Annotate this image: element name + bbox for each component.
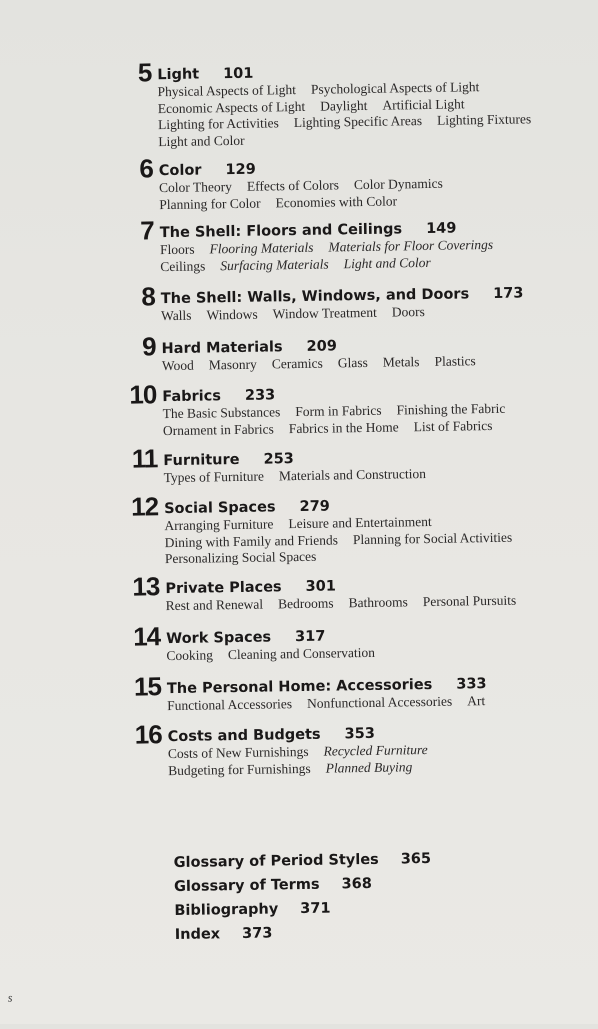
chapter-heading — [159, 161, 256, 181]
chapter-title: The Shell: Walls, Windows, and Doors — [160, 286, 470, 308]
subtopic: Ceramics — [271, 355, 323, 372]
back-matter-entry — [174, 850, 432, 872]
subtopic: Effects of Colors — [246, 177, 340, 194]
subtopic: Nonfunctional Accessories — [306, 693, 453, 711]
subtopic: Color Theory — [158, 179, 233, 196]
subtopic: Budgeting for Furnishings — [168, 760, 311, 778]
chapter-title: The Personal Home: Accessories — [166, 676, 433, 698]
subtopic: Ornament in Fabrics — [162, 420, 274, 438]
chapter-subtopics — [166, 645, 390, 665]
chapter-number: 14 — [132, 621, 161, 652]
subtopic: Leisure and Entertainment — [288, 513, 432, 532]
chapter-subtopics — [159, 175, 458, 213]
chapter-entry — [0, 373, 596, 438]
chapter-entry — [3, 665, 598, 714]
subtopic: Floors — [159, 241, 195, 258]
chapter-subtopics — [157, 78, 546, 150]
subtopic-line — [161, 304, 440, 325]
subtopic: Windows — [206, 306, 258, 323]
chapter-subtopics — [163, 401, 521, 440]
back-matter-entry — [174, 900, 330, 920]
subtopic: Flooring Materials — [209, 239, 314, 257]
subtopic: Surfacing Materials — [220, 256, 329, 273]
back-matter-page-number: 365 — [400, 850, 432, 868]
back-matter-title: Glossary of Terms — [173, 876, 320, 896]
chapter-entry — [0, 485, 598, 567]
chapter-page-number: 129 — [225, 161, 256, 179]
page-corner-text: s — [7, 990, 13, 1005]
chapter-subtopics — [164, 512, 527, 567]
subtopic: Economic Aspects of Light — [157, 98, 306, 116]
subtopic-line — [166, 645, 390, 665]
chapter-heading — [163, 450, 294, 470]
subtopic: Materials and Construction — [278, 466, 426, 484]
subtopic: Physical Aspects of Light — [157, 82, 297, 100]
chapter-title: Fabrics — [162, 388, 222, 406]
chapter-entry — [0, 147, 592, 212]
subtopic: Light and Color — [343, 254, 431, 271]
chapter-number: 11 — [131, 443, 158, 474]
subtopic: Finishing the Fabric — [396, 400, 506, 418]
chapter-page-number: 279 — [299, 498, 330, 516]
back-matter-page-number: 371 — [300, 900, 331, 918]
chapter-title: The Shell: Floors and Ceilings — [159, 221, 403, 242]
subtopic: Form in Fabrics — [295, 402, 382, 420]
chapter-entry — [0, 275, 595, 324]
chapter-number: 15 — [133, 671, 162, 702]
chapter-subtopics — [161, 304, 440, 325]
subtopic: Types of Furniture — [163, 468, 265, 486]
chapter-page-number: 253 — [263, 451, 294, 468]
subtopic: Masonry — [208, 356, 257, 373]
chapter-heading — [157, 65, 253, 85]
back-matter-title: Bibliography — [174, 901, 279, 920]
chapter-heading — [162, 386, 275, 406]
chapter-page-number: 209 — [306, 338, 337, 355]
chapter-number: 9 — [141, 331, 156, 362]
subtopic: Functional Accessories — [167, 696, 293, 714]
chapter-title: Social Spaces — [164, 499, 276, 518]
chapter-title: Furniture — [163, 451, 240, 470]
subtopic: Planning for Color — [159, 195, 261, 212]
chapter-number: 13 — [132, 571, 160, 602]
chapter-number: 10 — [129, 379, 157, 410]
chapter-subtopics — [164, 466, 442, 487]
chapter-page-number: 149 — [426, 220, 457, 237]
chapter-page-number: 301 — [305, 578, 337, 595]
chapter-entry — [0, 325, 595, 374]
subtopic: The Basic Substances — [162, 404, 281, 422]
subtopic: Plastics — [434, 353, 476, 369]
chapter-number: 16 — [134, 719, 162, 750]
chapter-title: Light — [157, 66, 200, 84]
subtopic: Color Dynamics — [353, 175, 443, 193]
chapter-page-number: 101 — [223, 65, 254, 83]
subtopic: Bedrooms — [277, 595, 334, 612]
subtopic: Planned Buying — [325, 758, 413, 776]
chapter-entry — [0, 51, 591, 149]
subtopic: Window Treatment — [272, 304, 377, 322]
subtopic: Ceilings — [160, 257, 206, 274]
chapter-subtopics — [160, 237, 508, 275]
back-matter-page-number: 373 — [241, 925, 273, 942]
chapter-page-number: 317 — [294, 628, 326, 646]
subtopic: Bathrooms — [348, 594, 408, 611]
subtopic: Economies with Color — [275, 192, 398, 210]
subtopic: Recycled Furniture — [323, 742, 428, 759]
subtopic: Lighting Specific Areas — [293, 113, 423, 131]
subtopic: Fabrics in the Home — [288, 418, 399, 436]
chapter-entry — [1, 565, 598, 614]
subtopic: Personalizing Social Spaces — [164, 548, 317, 567]
subtopic: Dining with Family and Friends — [164, 531, 338, 550]
subtopic: Daylight — [320, 97, 368, 114]
chapter-page-number: 233 — [244, 387, 276, 404]
chapter-entry — [3, 713, 598, 778]
chapter-entry — [0, 437, 597, 486]
subtopic: Costs of New Furnishings — [167, 743, 309, 762]
chapter-page-number: 173 — [493, 285, 524, 302]
subtopic: Glass — [337, 354, 368, 371]
subtopic: List of Fabrics — [413, 417, 493, 434]
chapter-page-number: 353 — [344, 725, 376, 743]
chapter-title: Color — [158, 162, 202, 180]
subtopic: Art — [467, 693, 486, 709]
chapter-number: 7 — [140, 215, 154, 246]
chapter-number: 12 — [130, 491, 159, 522]
subtopic: Lighting Fixtures — [436, 111, 532, 128]
back-matter-title: Index — [174, 926, 221, 944]
subtopic: Lighting for Activities — [157, 115, 279, 133]
subtopic: Cooking — [166, 647, 214, 664]
chapter-title: Hard Materials — [161, 339, 283, 358]
subtopic: Psychological Aspects of Light — [310, 79, 480, 97]
subtopic: Metals — [382, 354, 420, 370]
chapter-number: 5 — [137, 57, 152, 88]
subtopic: Walls — [160, 307, 192, 324]
chapter-subtopics — [168, 742, 443, 779]
subtopic: Arranging Furniture — [164, 516, 274, 534]
chapter-number: 8 — [141, 281, 156, 312]
chapter-title: Work Spaces — [166, 629, 272, 648]
subtopic: Planning for Social Activities — [352, 529, 513, 547]
subtopic: Personal Pursuits — [422, 592, 517, 610]
chapter-page-number: 333 — [456, 676, 487, 693]
subtopic: Light and Color — [158, 132, 245, 149]
chapter-number: 6 — [139, 153, 154, 184]
chapter-title: Private Places — [165, 579, 282, 598]
chapter-entry — [2, 615, 598, 664]
subtopic: Wood — [161, 357, 194, 374]
subtopic: Artificial Light — [382, 95, 465, 113]
back-matter-title: Glossary of Period Styles — [173, 851, 379, 872]
subtopic: Materials for Floor Coverings — [328, 236, 494, 255]
back-matter-entry — [174, 875, 372, 896]
subtopic: Doors — [391, 304, 425, 320]
chapter-title: Costs and Budgets — [167, 726, 321, 746]
subtopic: Rest and Renewal — [165, 596, 264, 614]
subtopic-line — [164, 466, 442, 487]
back-matter-entry — [175, 924, 273, 944]
subtopic: Cleaning and Conservation — [227, 644, 376, 663]
back-matter-page-number: 368 — [341, 875, 372, 893]
